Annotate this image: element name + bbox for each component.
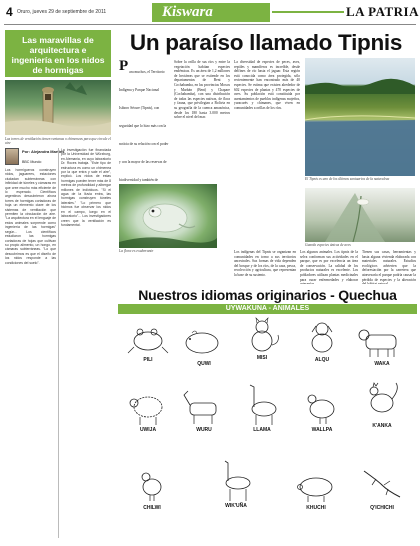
animal-illustrations [118,315,417,539]
animal-label-llama: LLAMA [253,427,271,433]
lake-photo [305,58,415,176]
dog-illustration [294,317,350,367]
sidebar-column-1: Los hormigueros construyen nidos, jaguarees, estaciones ciudadan subterráneas con infinidad de túneles y cámaras en que cree mucho más eficiente de lo esperado. Científicos argentinos descubrieron ahora torres de hormigas cortadoras de hoja un elemento clave de los sistemas de ventilación que permiten la circulación de aire. "La arquitectura en el lenguaje de estos animales sorprende como ingeniería de las hormigas" según... Los científicos estudiaron las hormigas cortadoras de hojas que cultivan su propio alimento, un hongo, en cámaras subterráneas. "Lo que descubrimos es que el diseño de los nidos responde a las condiciones del suelo". [5,168,56,265]
author-photo [5,148,19,165]
sheep-illustration [120,387,176,437]
animal-label-waka: WAKA [374,361,390,367]
languages-subtitle: UYWAKUNA - ANIMALES [118,304,417,314]
frog-illustration [120,317,176,367]
article-column-4: Los indígenas del Tipnis se organizan en comunidades en torno a sus territorios ancestrales. Sus formas de vida dependen del bosque y de los ríos, de la caza, pesca, recolección y agricultura, que representan la base de su sustento. [234,250,296,277]
sidebar-title: Las maravillas de arquitectura e ingeniería en los nidos de hormigas [5,30,111,77]
animal-label-wallpa: WALLPA [311,427,333,433]
vicuna-illustration [208,457,264,507]
chick-illustration [124,465,180,515]
author-name: Por: Alejandra Martins [22,149,65,154]
article-column-1-text: ara muchos, el Territorio Indígena y Parque Nacional Isiboro Sécure (Tipnis), con seguridad que lo hizo más con la noticia de su relación con el poder y con la mayor de las reservas de biodiversidad y también de [119,70,169,182]
animal-label-wikuna: WIK'UÑA [225,503,247,509]
animal-label-khuchi: KHUCHI [306,505,326,511]
animal-label-uwija: UWIJA [139,427,157,433]
article-column-3: La diversidad de especies de peces, aves, reptiles y mamíferos es increíble, desde delfines de río hasta el jaguar. Esta región está conocida como área protegida, sólo recientemente han encontrado más de 40 especies. Se estima que existen alrededor de 602 especies de plantas y 470 especies de aves. Su población está constituida por asentamientos de pueblos indígenas mojeños, yuracarés y chimanes, que viven en comunidades a orillas de los ríos. [234,60,300,110]
frog-photo-caption: La flora es exuberante [119,249,154,253]
article-column-6: Tienen sus casas, herramientas y hasta alguna vivienda elaborada con materiales naturales. Estudios ecológicos advierten que la deforestación por la carretera que atravesaría el parque podría causar la pérdida de especies y la alteración [362,250,416,282]
languages-title: Nuestros idiomas originarios - Quechua [138,287,397,303]
newspaper-masthead: LA PATRIA [346,4,419,19]
animal-label-alqu: ALQU [314,357,330,363]
flower-photo-caption: Guarda especies únicas de aves [305,243,351,247]
section-tag: Kiswara [152,3,270,22]
llama-illustration [234,381,290,431]
article-column-2: Sobre la orilla de sus ríos y entre la vegetación habitan especies endémicas. Es un área de 1,2 millones de hectáreas que se extiende en los departamentos de Beni y Cochabamba, en las provincias Moxos y Marbán (Beni) y Chapare (Cochabamba), con una distribución de todas las especies nativas, de flora y fauna, que privilegian a Bolivia en su geografía de la cuenca amazónica, desde los 180 hasta 3.000 metros sobre el nivel del mar. [174,60,230,120]
flower-photo [305,188,415,242]
ant-nest-photo [5,80,111,135]
pig-illustration [288,465,344,515]
page-number: 4 [6,5,13,19]
hen-illustration [294,387,350,437]
cat-illustration [234,315,290,365]
lizard-illustration [354,461,410,511]
frog-photo [119,184,217,248]
animal-label-pili: PILI [143,357,153,363]
section-tag-rule [272,11,344,13]
article-column-1 [119,60,170,182]
lake-photo-caption: El Tipnis es uno de los últimos santuarios de la naturaleza [305,177,390,181]
header-rule [4,24,416,25]
article-title: Un paraíso llamado Tipnis [129,30,403,55]
animal-label-quwi: QUWI [197,361,211,367]
sidebar-image-caption: Las torres de ventilación tienen ventanas o chimeneas para que circule el aire [5,137,111,146]
animal-label-kanka: K'ANKA [372,423,392,429]
cow-illustration [354,321,410,371]
article-column-5: Los algunos animales. Los tipnis de la selva conforman sus actividades en el parque, que es por excelencia un área de conservación. La calidad de los productos naturales es excelente. Los pobladores utilizan plantas medicinales para curar enfermedades y elaborar [300,250,358,282]
drop-cap: P [119,60,129,74]
guinea-pig-illustration [176,321,232,371]
animal-label-qichichi: Q'ICHICHI [370,505,394,511]
sidebar-column-2: La investigación fue financiada por la Universidad de Würzburg, en Alemania, en cuyo laboratorio Dr. Roces trabaja. "Este tipo de estructura es como un chimenea por la que entra y sale el aire", explicó. Los nidos de estas hormigas pueden tener más de 8 metros de profundidad y albergar millones de individuos. "Si el agua de la lluvia entra, las hormigas construyen túneles laterales." "Lo primero que hicimos fue observar los nidos en el campo, luego en el laboratorio"... Los investigadores creen que la ventilación es fundamental. [61,148,111,227]
author-org: BBC Mundo [22,160,42,164]
animal-label-wuru: WURU [196,427,212,433]
animal-label-misi: MISI [256,355,268,361]
donkey-illustration [176,387,232,437]
animal-label-chilwi: CHILWI [143,505,161,511]
rooster-illustration [354,379,410,429]
issue-date: Oruro, jueves 29 de septiembre de 2011 [17,9,107,15]
sidebar-column-divider [58,148,59,538]
